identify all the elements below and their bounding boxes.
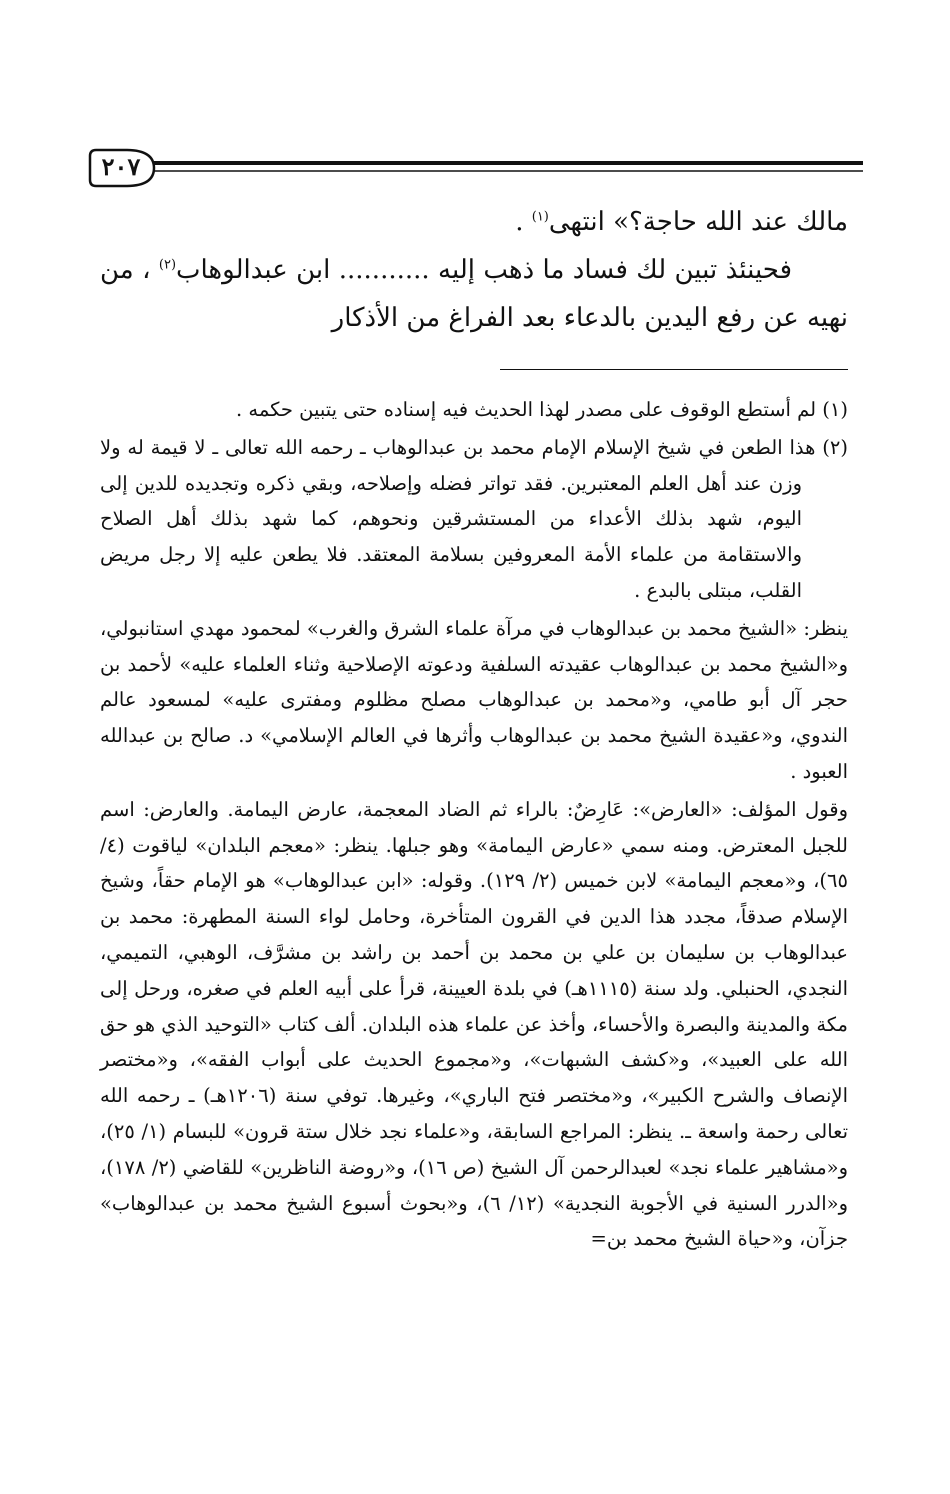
header-rule-ornament	[88, 146, 863, 190]
main-paragraph: فحينئذ تبين لك فساد ما ذهب إليه ........... ابن عبدالوهاب$^{(٢)}$ ، من نهيه عن رفع اليدين بالدعاء بعد الفراغ من الأذكار	[100, 255, 848, 333]
footnote-references: ينظر: «الشيخ محمد بن عبدالوهاب في مرآة علماء الشرق والغرب» لمحمود مهدي استانبولي، و«الشيخ محمد بن عبدالوهاب عقيدته السلفية ودعوته الإصلاحية وثناء العلماء عليه» لأحمد بن حجر آل أبو طامي، و«محمد بن عبدالوهاب مصلح مظلوم ومفترى عليه» لمسعود عالم الندوي، و«عقيدة الشيخ محمد بن عبدالوهاب وأثرها في العالم الإسلامي» د. صالح بن عبدالله العبود .	[100, 616, 848, 783]
footnote-separator	[500, 369, 848, 370]
page-header	[88, 146, 863, 190]
footnote-ref-2: (٢)	[158, 257, 177, 273]
footnotes	[100, 392, 848, 1257]
main-line-1: مالك عند الله حاجة؟» انتهى$^{(١)}$ .	[515, 207, 848, 237]
footnote-ref-1: (١)	[531, 209, 549, 225]
main-text	[100, 198, 848, 342]
page-number: ٢٠٧	[101, 152, 141, 181]
footnote-1: (١) لم أستطع الوقوف على مصدر لهذا الحديث فيه إسناده حتى يتبين حكمه .	[236, 398, 848, 421]
footnote-biography: وقول المؤلف: «العارض»: عَارِضٌ: بالراء ثم الضاد المعجمة، عارض اليمامة. والعارض: اسم للجبل المعترض. ومنه سمي «عارض اليمامة» وهو جبلها. ينظر: «معجم البلدان» لياقوت (٤/ ٦٥)، و«معجم اليمامة» لابن خميس (٢/ ١٢٩). وقوله: «ابن عبدالوهاب» هو الإمام حقاً، وشيخ الإسلام صدقاً، مجدد هذا الدين في القرون المتأخرة، وحامل لواء السنة المطهرة: محمد بن عبدالوهاب بن سليمان بن علي بن محمد بن أحمد بن راشد بن مشرَّف، الوهبي، التميمي، النجدي، الحنبلي. ولد سنة (١١١٥هـ) في بلدة العيينة، قرأ على أبيه العلم في صغره، ورحل إلى مكة والمدينة والبصرة والأحساء، وأخذ عن علماء هذه البلدان. ألف كتاب «التوحيد الذي هو حق الله على العبيد»، و«كشف الشبهات»، و«مجموع الحديث على أبواب الفقه»، و«مختصر الإنصاف والشرح الكبير»، و«مختصر فتح الباري»، وغيرها. توفي سنة (١٢٠٦هـ) ـ رحمه الله تعالى رحمة واسعة ـ. ينظر: المراجع السابقة، و«علماء نجد خلال ستة قرون» للبسام (١/ ٢٥)، و«مشاهير علماء نجد» لعبدالرحمن آل الشيخ (ص ١٦)، و«روضة الناظرين» للقاضي (٢/ ١٧٨)، و«الدرر السنية في الأجوبة النجدية» (١٢/ ٦)، و«بحوث أسبوع الشيخ محمد بن عبدالوهاب» جزآن، و«حياة الشيخ محمد بن=	[100, 797, 849, 1251]
footnote-2: (٢) هذا الطعن في شيخ الإسلام الإمام محمد بن عبدالوهاب ـ رحمه الله تعالى ـ لا قيمة له ولا وزن عند أهل العلم المعتبرين. فقد تواتر فضله وإصلاحه، وبقي ذكره وتجديده للدين إلى اليوم، شهد بذلك الأعداء من المستشرقين ونحوهم، كما شهد بذلك أهل الصلاح والاستقامة من علماء الأمة المعروفين بسلامة المعتقد. فلا يطعن عليه إلا رجل مريض القلب، مبتلى بالبدع .	[100, 435, 848, 602]
